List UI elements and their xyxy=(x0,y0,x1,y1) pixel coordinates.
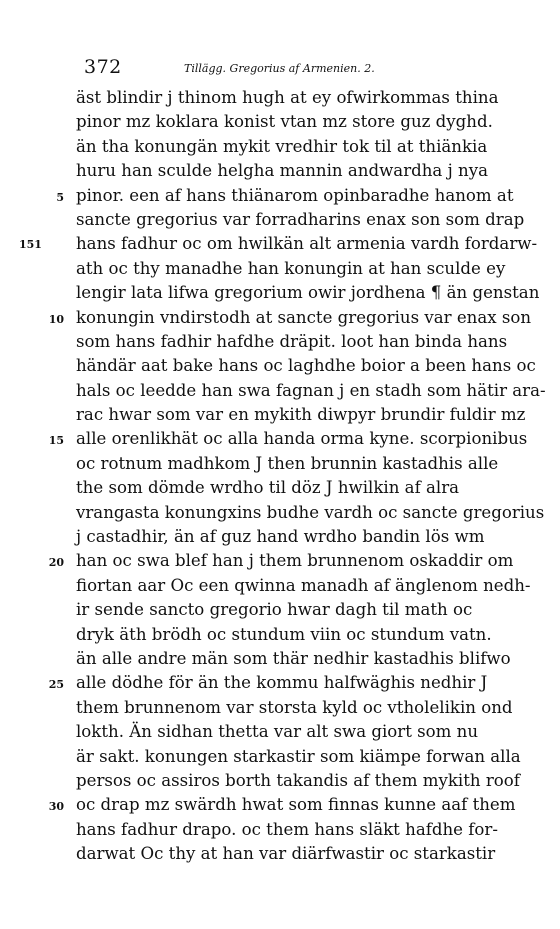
line-text: oc drap mz swärdh hwat som finnas kunne aaf them xyxy=(76,795,516,815)
text-line xyxy=(76,598,530,622)
text-line xyxy=(76,623,530,647)
line-text: än alle andre män som thär nedhir kastadhis blifwo xyxy=(76,648,511,668)
text-line xyxy=(56,184,530,208)
text-line xyxy=(76,110,530,134)
text-line xyxy=(48,427,530,451)
line-number: 15 xyxy=(48,434,64,448)
page-number: 372 xyxy=(84,56,122,78)
text-line xyxy=(76,696,530,720)
text-line xyxy=(76,159,530,183)
line-text: persos oc assiros borth takandis af them mykith roof xyxy=(76,770,520,790)
text-line xyxy=(76,574,530,598)
text-line xyxy=(76,769,530,793)
line-text: han oc swa blef han j them brunnenom oskaddir om xyxy=(76,551,514,571)
running-head: Tillägg. Gregorius af Armenien. 2. xyxy=(184,62,375,75)
line-text: rac hwar som var en mykith diwpyr brundir fuldir mz xyxy=(76,405,526,425)
line-text: är sakt. konungen starkastir som kiämpe forwan alla xyxy=(76,746,521,766)
line-text: j castadhir, än af guz hand wrdho bandin lös wm xyxy=(76,527,485,547)
line-text: pinor. een af hans thiänarom opinbaradhe hanom at xyxy=(76,185,514,205)
line-text: the som dömde wrdho til döz J hwilkin af alra xyxy=(76,478,460,498)
text-line xyxy=(76,354,536,378)
line-text: pinor mz koklara konist vtan mz store guz dyghd. xyxy=(76,112,493,132)
line-text: hans fadhur oc om hwilkän alt armenia vardh fordarw- xyxy=(76,234,538,254)
line-number: 20 xyxy=(48,556,64,570)
line-text: ir sende sancto gregorio hwar dagh til math oc xyxy=(76,600,473,620)
line-text: händär aat bake hans oc laghdhe boior a been hans oc xyxy=(76,356,536,376)
text-block xyxy=(19,86,546,867)
line-text: dryk äth brödh oc stundum viin oc stundum vatn. xyxy=(76,624,492,644)
text-line xyxy=(76,818,530,842)
text-line xyxy=(76,720,530,744)
line-number: 5 xyxy=(56,190,64,204)
text-line xyxy=(76,525,530,549)
line-text: darwat Oc thy at han var diärfwastir oc starkastir xyxy=(76,844,496,864)
text-line xyxy=(76,476,530,500)
line-number: 10 xyxy=(48,312,64,326)
text-line xyxy=(48,549,530,573)
text-line xyxy=(48,306,532,330)
text-line xyxy=(76,281,540,305)
text-line xyxy=(76,745,530,769)
text-line xyxy=(76,403,530,427)
text-line xyxy=(76,257,530,281)
line-text: vrangasta konungxins budhe vardh oc sancte gregorius xyxy=(76,502,545,522)
text-line xyxy=(76,647,530,671)
line-text: lengir lata lifwa gregorium owir jordhena ¶ än genstan xyxy=(76,283,540,303)
line-text: konungin vndirstodh at sancte gregorius var enax son xyxy=(76,307,532,327)
text-line xyxy=(76,330,530,354)
line-text: hans fadhur drapo. oc them hans släkt hafdhe for- xyxy=(76,819,498,839)
line-text: som hans fadhir hafdhe dräpit. loot han binda hans xyxy=(76,331,508,351)
text-line xyxy=(76,842,530,866)
page-header xyxy=(84,56,504,82)
line-text: fiortan aar Oc een qwinna manadh af änglenom nedh- xyxy=(76,575,531,595)
line-text: alle orenlikhät oc alla handa orma kyne. scorpionibus xyxy=(76,429,528,449)
line-text: hals oc leedde han swa fagnan j en stadh som hätir ara- xyxy=(76,380,546,400)
text-line xyxy=(48,793,530,817)
text-line xyxy=(76,208,530,232)
line-text: them brunnenom var storsta kyld oc vtholelikin ond xyxy=(76,697,513,717)
text-line xyxy=(76,501,545,525)
text-line xyxy=(76,86,530,110)
line-text: lokth. Än sidhan thetta var alt swa giort som nu xyxy=(76,722,479,742)
line-text: än tha konungän mykit vredhir tok til at thiänkia xyxy=(76,136,488,156)
line-number: 25 xyxy=(48,678,64,692)
margin-folio-number: 151 xyxy=(19,238,42,252)
line-number: 30 xyxy=(48,800,64,814)
text-line xyxy=(76,452,530,476)
text-line xyxy=(76,135,530,159)
line-text: alle dödhe för än the kommu halfwäghis nedhir J xyxy=(76,673,488,693)
text-line xyxy=(48,671,530,695)
text-line xyxy=(19,232,538,256)
line-text: sancte gregorius var forradharins enax son som drap xyxy=(76,209,525,229)
line-text: ath oc thy manadhe han konungin at han sculde ey xyxy=(76,258,506,278)
line-text: oc rotnum madhkom J then brunnin kastadhis alle xyxy=(76,453,499,473)
line-text: äst blindir j thinom hugh at ey ofwirkommas thina xyxy=(76,88,499,107)
line-text: huru han sculde helgha mannin andwardha j nya xyxy=(76,161,488,181)
text-line xyxy=(76,379,546,403)
